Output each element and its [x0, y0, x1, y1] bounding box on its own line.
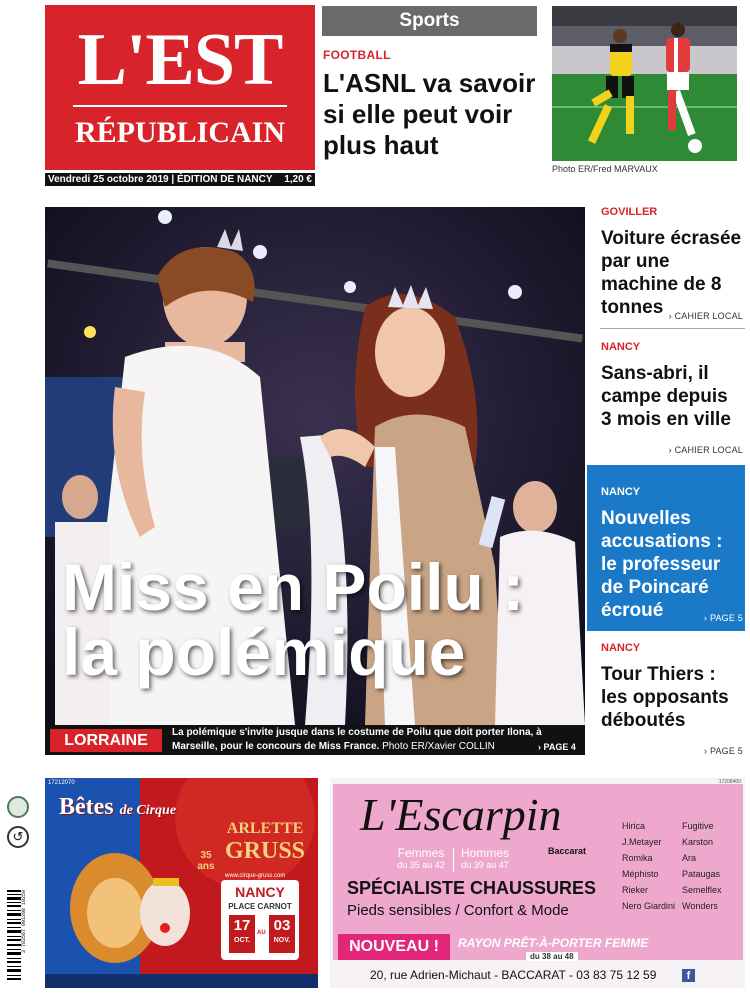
price: 1,20 €	[284, 174, 312, 185]
ad-cirque-date-sep: AU	[257, 930, 266, 936]
ad-cirque[interactable]	[45, 778, 318, 988]
main-page-ref[interactable]: › PAGE 4	[538, 742, 576, 752]
ad-escarpin-rayon-sizes: du 38 au 48	[526, 952, 578, 961]
ad-escarpin-men-label: Hommes	[460, 846, 509, 860]
ad-escarpin-brands-col2	[682, 818, 722, 914]
story-4-headline[interactable]: Tour Thiers : les opposants déboutés	[601, 664, 729, 731]
ad-cirque-date-start	[229, 915, 255, 953]
ad-cirque-date-end-day: 03	[273, 917, 291, 934]
barcode	[5, 888, 27, 988]
ad-escarpin-brand: L'Escarpin	[360, 789, 562, 840]
ad-cirque-years: 35 ans	[197, 850, 215, 872]
masthead[interactable]	[45, 5, 315, 170]
main-photo-credit: Photo ER/Xavier COLLIN	[382, 741, 495, 752]
ad-escarpin-separator	[453, 848, 454, 872]
brand-item: Romika	[622, 853, 653, 863]
ad-escarpin-men	[457, 846, 513, 870]
ad-cirque-brand-1: ARLETTE	[226, 820, 304, 837]
sports-kicker: FOOTBALL	[323, 48, 391, 62]
recycle-logo-icon	[7, 796, 29, 818]
ad-escarpin-men-sizes: du 39 au 47	[461, 860, 509, 870]
section-tab-sports[interactable]: Sports	[322, 6, 537, 36]
story-3-ref[interactable]: › PAGE 5	[704, 613, 743, 623]
sports-photo[interactable]	[552, 6, 737, 161]
ad-escarpin-specialty: SPÉCIALISTE CHAUSSURES	[347, 878, 597, 898]
divider	[600, 328, 745, 329]
brand-item: Fugitive	[682, 821, 714, 831]
barcode-number: 3 782567 901208 10250	[21, 890, 27, 954]
ad-cirque-date-start-day: 17	[233, 917, 251, 934]
story-1-ref[interactable]: › CAHIER LOCAL	[668, 311, 743, 321]
main-caption-text: La polémique s'invite jusque dans le costume de Poilu que doit porter Ilona, à Marseille, pour le concours de Miss France.	[172, 727, 542, 752]
brand-item: J.Metayer	[622, 837, 662, 847]
brand-item: Karston	[682, 837, 714, 847]
ad-cirque-date-end-month: NOV.	[273, 937, 291, 944]
brand-item: Wonders	[682, 901, 718, 911]
story-2-kicker: NANCY	[601, 341, 641, 353]
sports-headline[interactable]: L'ASNL va savoir si elle peut voir plus haut	[323, 68, 536, 160]
brand-item: Ara	[682, 853, 697, 863]
story-4-kicker: NANCY	[601, 642, 641, 654]
ad-cirque-code: 17212070	[48, 780, 75, 786]
ad-cirque-date-start-month: OCT.	[234, 937, 250, 944]
ad-cirque-date-end	[269, 915, 295, 953]
edition-date: Vendredi 25 octobre 2019 | ÉDITION DE NANCY	[48, 174, 273, 185]
main-headline-line1: Miss en Poilu :	[62, 550, 525, 624]
ad-escarpin-women-sizes: du 35 au 42	[397, 860, 445, 870]
ad-escarpin-brands-col1	[622, 818, 675, 914]
ad-escarpin-new-label: NOUVEAU !	[338, 934, 450, 960]
brand-item: Méphisto	[622, 869, 659, 879]
masthead-subtitle: RÉPUBLICAIN	[74, 116, 286, 149]
story-3-kicker: NANCY	[601, 486, 641, 498]
story-3-headline[interactable]: Nouvelles accusations : le professeur de Poincaré écroué	[601, 508, 723, 621]
ad-escarpin-women-label: Femmes	[397, 846, 445, 860]
story-2-ref[interactable]: › CAHIER LOCAL	[668, 445, 743, 455]
ad-escarpin-code: 17208400	[718, 779, 741, 785]
main-headline-line2: la polémique	[62, 615, 466, 689]
ad-escarpin-women	[393, 846, 449, 870]
ad-escarpin-address: 20, rue Adrien-Michaut - BACCARAT - 03 83 75 12 59	[370, 968, 657, 982]
masthead-title: L'EST	[77, 19, 283, 101]
ad-cirque-city: NANCY	[235, 884, 285, 900]
ad-cirque-brand-2: GRUSS	[224, 838, 306, 864]
facebook-icon[interactable]: f	[682, 969, 695, 982]
ad-escarpin-location: Baccarat	[548, 846, 587, 856]
ad-cirque-title	[59, 796, 176, 822]
football-players-image	[552, 6, 737, 161]
brand-item: Pataugas	[682, 869, 721, 879]
main-headline[interactable]	[62, 550, 582, 689]
ad-escarpin[interactable]	[330, 778, 745, 988]
ad-escarpin-specialty-sub: Pieds sensibles / Confort & Mode	[347, 902, 569, 919]
ad-cirque-brand	[215, 818, 315, 862]
brand-item: Semelflex	[682, 885, 722, 895]
dateline	[45, 173, 315, 186]
story-1-headline[interactable]: Voiture écrasée par une machine de 8 tonnes	[601, 228, 742, 318]
ad-cirque-place: PLACE CARNOT	[228, 902, 292, 911]
story-4-ref[interactable]: › PAGE 5	[704, 746, 743, 756]
masthead-divider	[73, 105, 287, 107]
triman-icon: ↺	[7, 826, 29, 848]
main-caption	[172, 726, 582, 754]
section-label-lorraine[interactable]: LORRAINE	[50, 729, 162, 752]
ad-cirque-website: www.cirque-gruss.com	[225, 873, 286, 879]
ad-cirque-title-2: de Cirque	[119, 803, 177, 818]
brand-item: Rieker	[622, 885, 649, 895]
story-2-headline[interactable]: Sans-abri, il campe depuis 3 mois en ville	[601, 363, 731, 430]
ad-escarpin-rayon: RAYON PRÊT-À-PORTER FEMME	[458, 936, 649, 950]
brand-item: Nero Giardini	[622, 901, 676, 911]
ad-cirque-title-1: Bêtes	[59, 794, 114, 820]
sports-photo-caption: Photo ER/Fred MARVAUX	[552, 164, 658, 174]
story-1-kicker: GOVILLER	[601, 206, 658, 218]
brand-item: Hirica	[622, 821, 646, 831]
